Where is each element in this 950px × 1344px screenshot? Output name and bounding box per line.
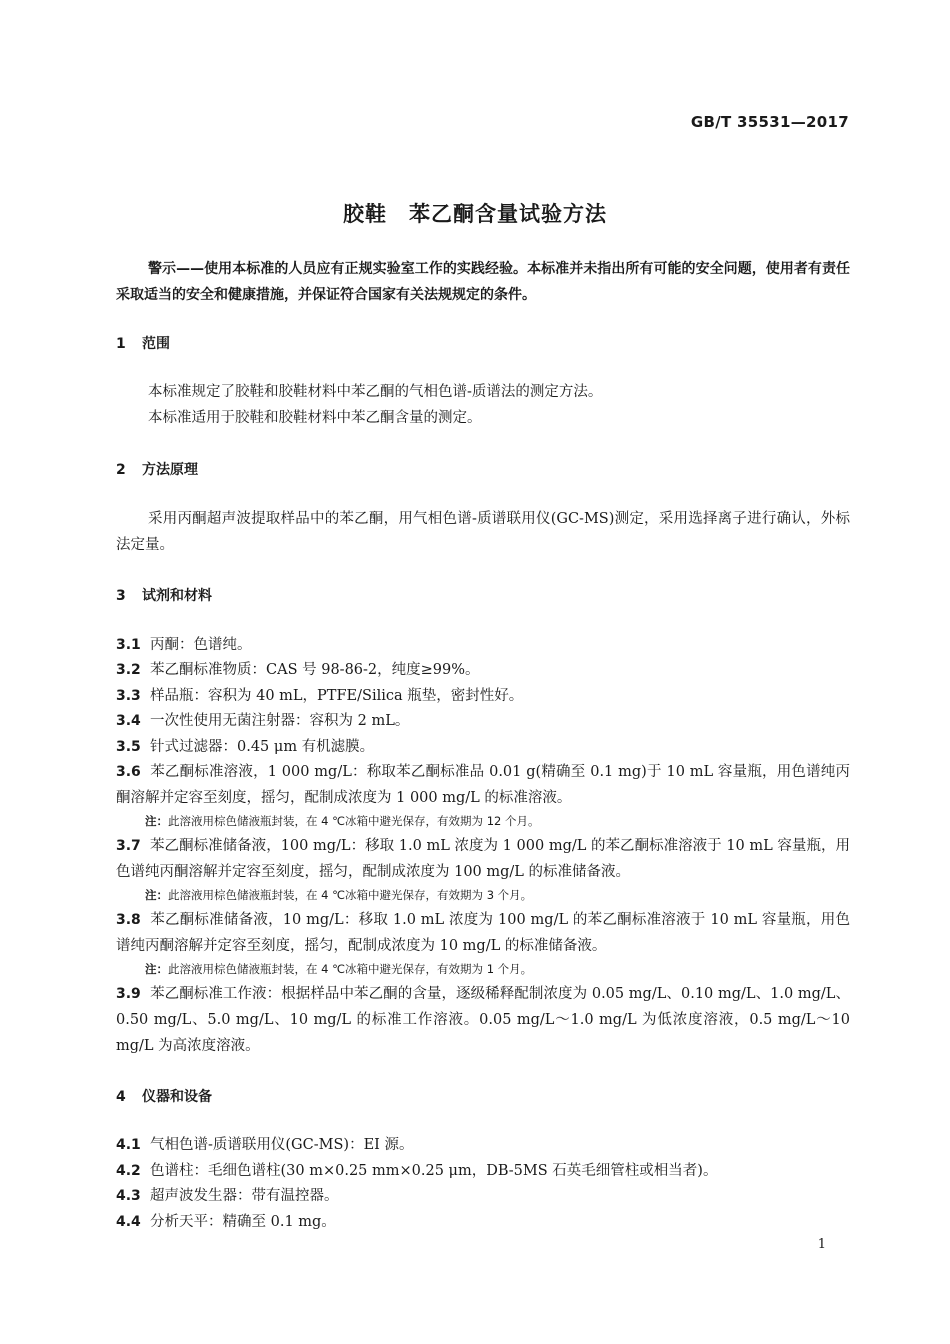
clause-3-9 xyxy=(116,981,850,1059)
note-3-6 xyxy=(145,813,539,829)
clause-number: 3.3 xyxy=(116,688,141,704)
note-label: 注： xyxy=(145,814,168,828)
clause-3-7 xyxy=(116,833,850,885)
note-text: 此溶液用棕色储液瓶封装，在 4 ℃冰箱中避光保存，有效期为 1 个月。 xyxy=(168,962,533,976)
scope-paragraph-1: 本标准规定了胶鞋和胶鞋材料中苯乙酮的气相色谱-质谱法的测定方法。 xyxy=(148,384,603,400)
clause-number: 3.9 xyxy=(116,986,141,1002)
section-number: 3 xyxy=(116,588,126,604)
document-title: 胶鞋 苯乙酮含量试验方法 xyxy=(343,202,607,226)
clause-number: 4.2 xyxy=(116,1163,141,1179)
warning-paragraph: 警示——使用本标准的人员应有正规实验室工作的实践经验。本标准并未指出所有可能的安全问题，使用者有责任采取适当的安全和健康措施，并保证符合国家有关法规规定的条件。 xyxy=(116,261,850,303)
section-4-heading xyxy=(116,1086,212,1106)
section-number: 2 xyxy=(116,462,126,478)
clause-number: 4.4 xyxy=(116,1214,141,1230)
clause-number: 3.5 xyxy=(116,739,141,755)
section-3-heading xyxy=(116,585,212,605)
clause-number: 3.2 xyxy=(116,662,141,678)
clause-text: 样品瓶：容积为 40 mL，PTFE/Silica 瓶垫，密封性好。 xyxy=(150,688,524,704)
clause-text: 分析天平：精确至 0.1 mg。 xyxy=(150,1214,336,1230)
clause-4-4 xyxy=(116,1209,850,1235)
clause-number: 3.8 xyxy=(116,912,141,928)
clause-text: 一次性使用无菌注射器：容积为 2 mL。 xyxy=(150,713,410,729)
clause-number: 3.6 xyxy=(116,764,141,780)
section-title: 试剂和材料 xyxy=(142,588,212,604)
clause-4-3 xyxy=(116,1183,850,1209)
clause-text: 苯乙酮标准溶液，1 000 mg/L：称取苯乙酮标准品 0.01 g(精确至 0.1 mg)于 10 mL 容量瓶，用色谱纯丙酮溶解并定容至刻度，摇匀，配制成浓度为 1 000 mg/L 的标准溶液。 xyxy=(116,764,850,806)
standard-number: GB/T 35531—2017 xyxy=(690,113,849,131)
clause-4-2 xyxy=(116,1158,850,1184)
clause-3-5 xyxy=(116,734,850,760)
clause-text: 气相色谱-质谱联用仪(GC-MS)：EI 源。 xyxy=(150,1137,414,1153)
principle-paragraph: 采用丙酮超声波提取样品中的苯乙酮，用气相色谱-质谱联用仪(GC-MS)测定，采用选择离子进行确认，外标法定量。 xyxy=(116,511,850,553)
clause-text: 苯乙酮标准物质：CAS 号 98-86-2，纯度≥99%。 xyxy=(150,662,480,678)
clause-3-6 xyxy=(116,759,850,811)
clause-4-1 xyxy=(116,1132,850,1158)
note-text: 此溶液用棕色储液瓶封装，在 4 ℃冰箱中避光保存，有效期为 3 个月。 xyxy=(168,888,533,902)
clause-text: 苯乙酮标准储备液，10 mg/L：移取 1.0 mL 浓度为 100 mg/L 的苯乙酮标准溶液于 10 mL 容量瓶，用色谱纯丙酮溶解并定容至刻度，摇匀，配制成浓度为 10 mg/L 的标准储备液。 xyxy=(116,912,850,954)
clause-text: 色谱柱：毛细色谱柱(30 m×0.25 mm×0.25 μm，DB-5MS 石英毛细管柱或相当者)。 xyxy=(150,1163,718,1179)
section-1-heading xyxy=(116,333,170,353)
scope-paragraph-2: 本标准适用于胶鞋和胶鞋材料中苯乙酮含量的测定。 xyxy=(148,410,482,426)
note-label: 注： xyxy=(145,962,168,976)
clause-text: 针式过滤器：0.45 μm 有机滤膜。 xyxy=(150,739,375,755)
clause-number: 3.1 xyxy=(116,637,141,653)
note-3-7 xyxy=(145,887,532,903)
note-text: 此溶液用棕色储液瓶封装，在 4 ℃冰箱中避光保存，有效期为 12 个月。 xyxy=(168,814,540,828)
note-label: 注： xyxy=(145,888,168,902)
section-title: 仪器和设备 xyxy=(142,1089,212,1105)
clause-number: 4.1 xyxy=(116,1137,141,1153)
section-title: 方法原理 xyxy=(142,462,198,478)
page-number: 1 xyxy=(817,1237,826,1252)
clause-3-8 xyxy=(116,907,850,959)
section-title: 范围 xyxy=(142,336,170,352)
note-3-8 xyxy=(145,961,532,977)
clause-3-2 xyxy=(116,657,850,683)
clause-text: 苯乙酮标准工作液：根据样品中苯乙酮的含量，逐级稀释配制浓度为 0.05 mg/L、0.10 mg/L、1.0 mg/L、0.50 mg/L、5.0 mg/L、10 mg/L 的标准工作溶液。0.05 mg/L～1.0 mg/L 为低浓度溶液，0.5 mg/L～10 mg/L 为高浓度溶液。 xyxy=(116,986,850,1054)
clause-text: 超声波发生器：带有温控器。 xyxy=(150,1188,339,1204)
clause-number: 3.7 xyxy=(116,838,141,854)
clause-text: 苯乙酮标准储备液，100 mg/L：移取 1.0 mL 浓度为 1 000 mg/L 的苯乙酮标准溶液于 10 mL 容量瓶，用色谱纯丙酮溶解并定容至刻度，摇匀，配制成浓度为 100 mg/L 的标准储备液。 xyxy=(116,838,850,880)
section-2-heading xyxy=(116,459,198,479)
section-number: 1 xyxy=(116,336,126,352)
clause-text: 丙酮：色谱纯。 xyxy=(150,637,252,653)
clause-3-4 xyxy=(116,708,850,734)
section-number: 4 xyxy=(116,1089,126,1105)
clause-3-3 xyxy=(116,683,850,709)
clause-number: 3.4 xyxy=(116,713,141,729)
clause-number: 4.3 xyxy=(116,1188,141,1204)
clause-3-1 xyxy=(116,632,850,658)
